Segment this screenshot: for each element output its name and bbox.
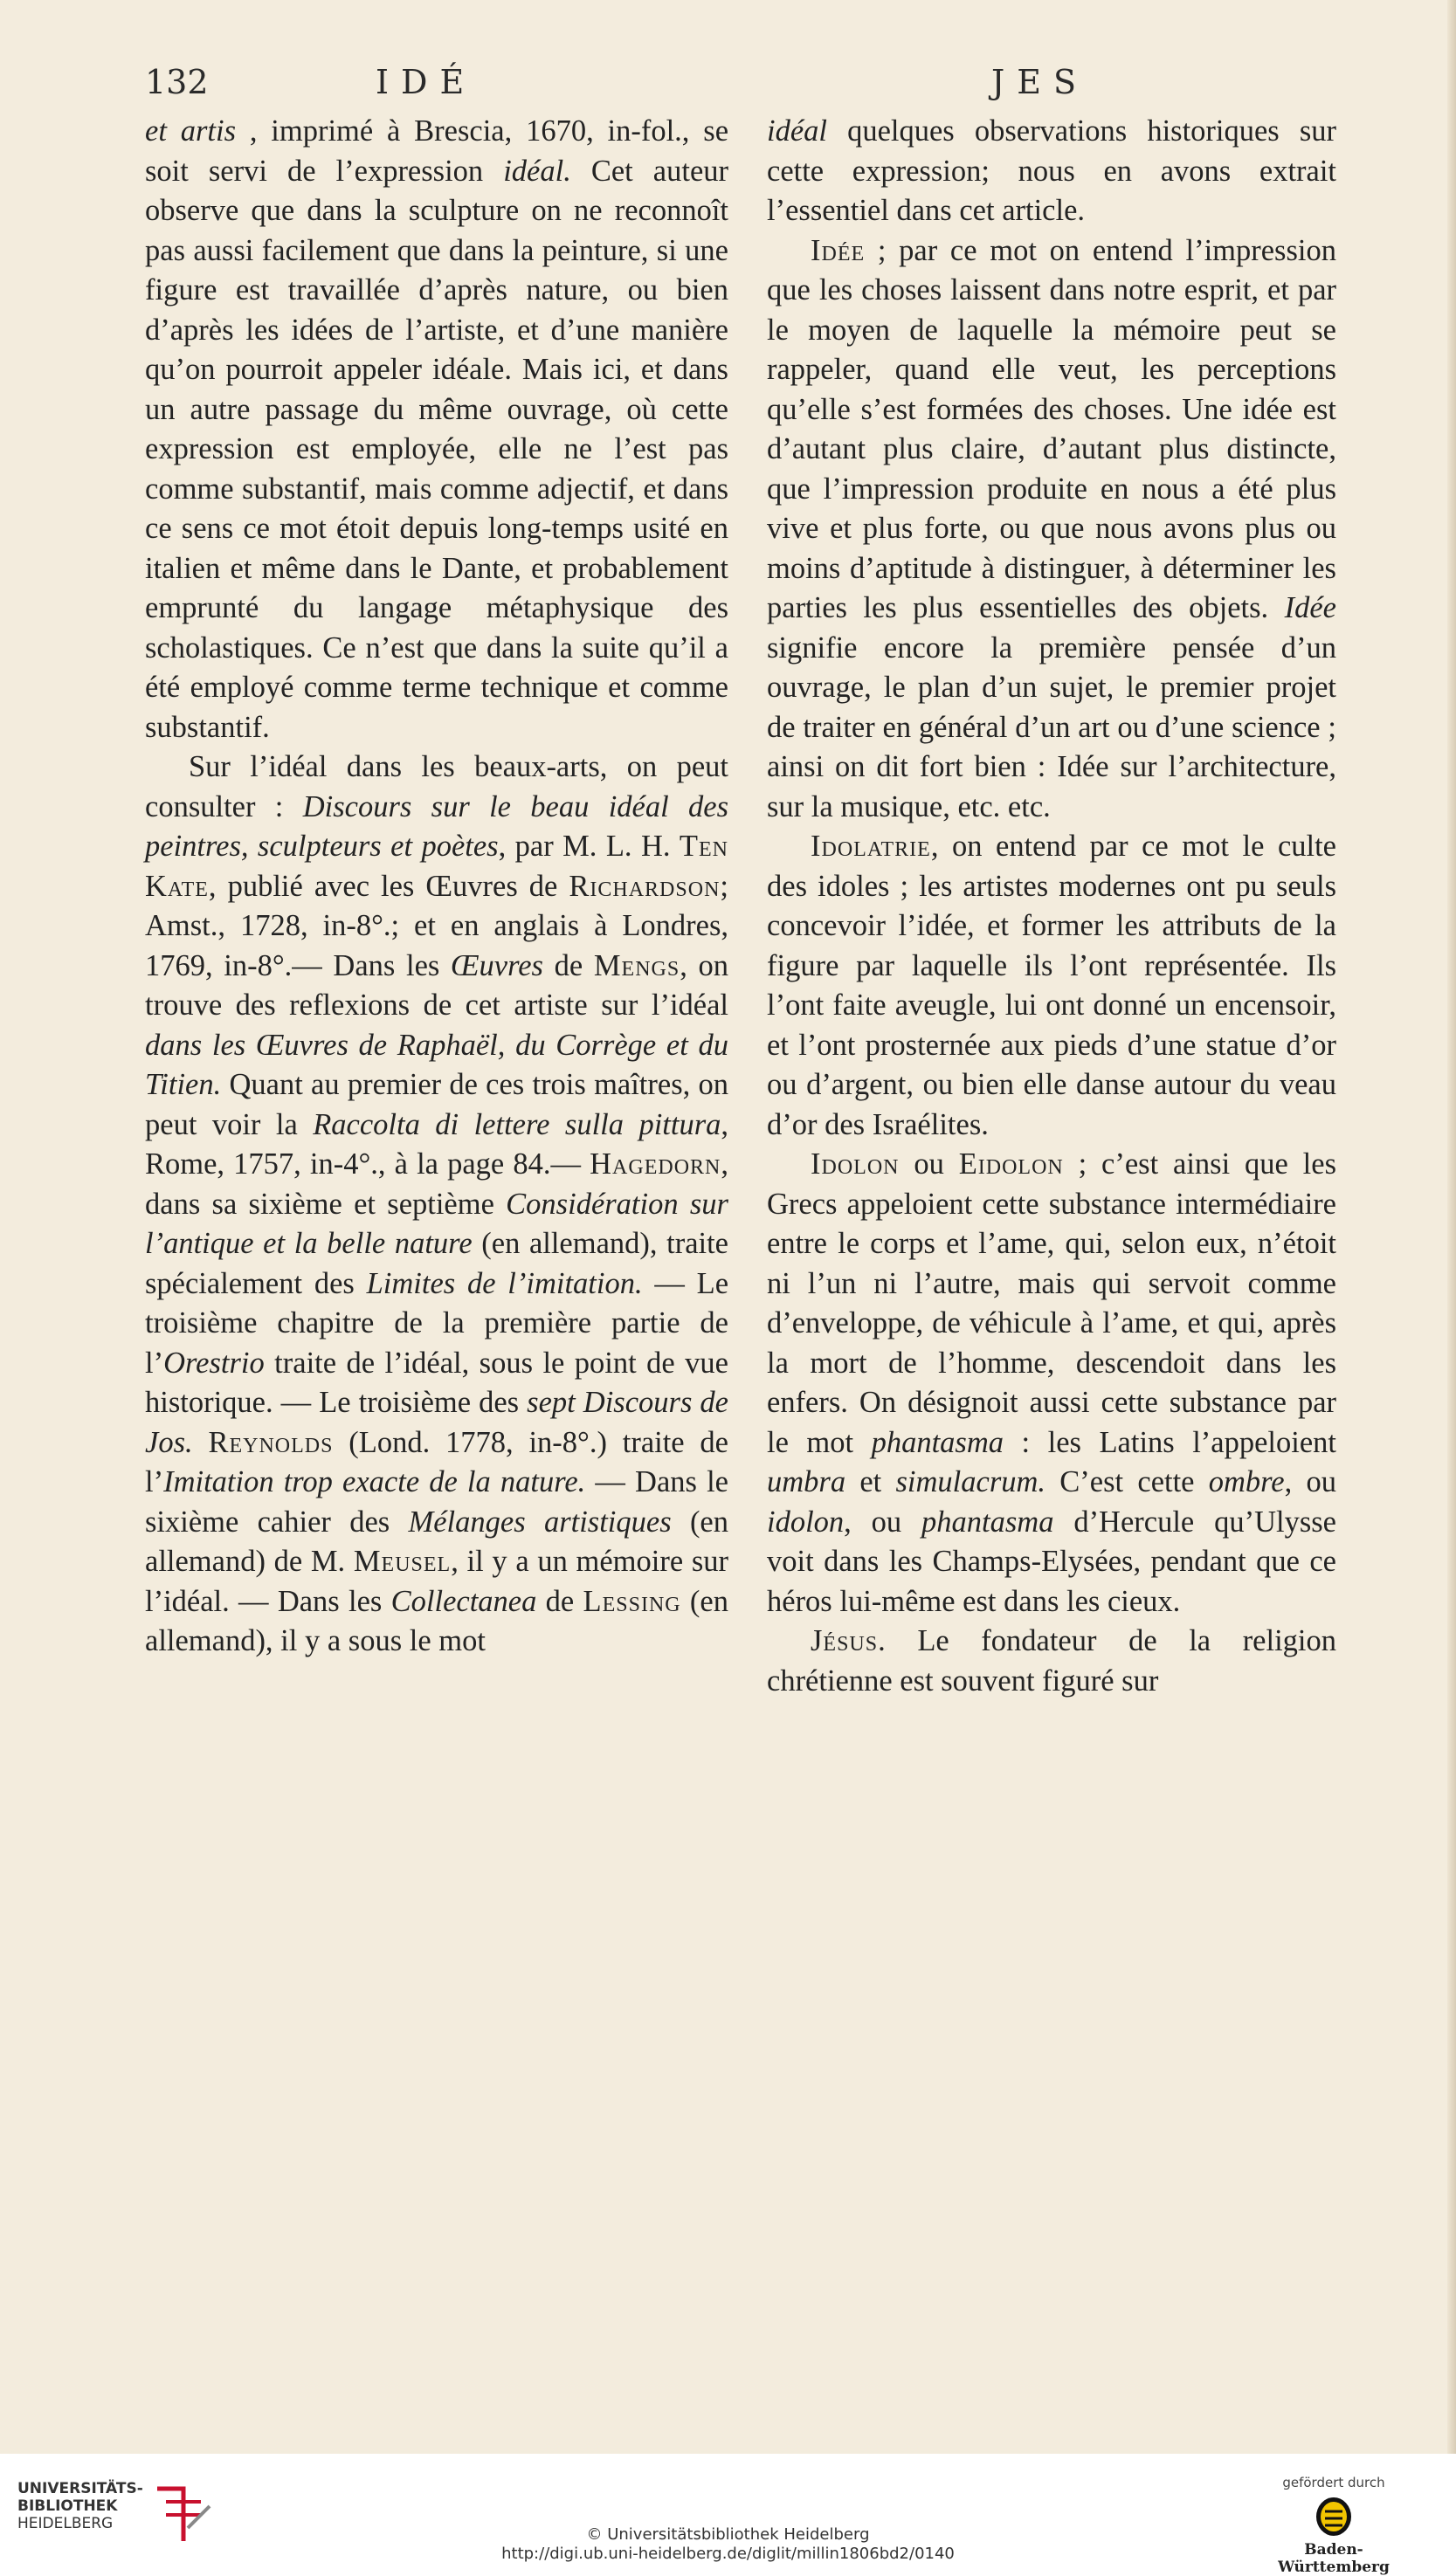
funder-name: Baden-Württemberg xyxy=(1278,2541,1390,2576)
italic-run: Idée xyxy=(1284,591,1336,624)
state-crest-icon xyxy=(1313,2496,1355,2538)
library-name-line-1: UNIVERSITÄTS- xyxy=(17,2480,143,2497)
italic-run: simulacrum. xyxy=(895,1465,1046,1498)
small-caps-name: Mengs xyxy=(593,948,680,982)
italic-run: idéal xyxy=(767,114,827,148)
text-run: quelques observations historiques sur cette expression; nous en avons extrait l’essentiel dans cet article. xyxy=(767,114,1336,227)
italic-run: sept Discours de Jos. xyxy=(145,1386,728,1459)
small-caps-name: Lessing xyxy=(583,1584,681,1618)
italic-run: umbra xyxy=(767,1465,846,1498)
text-run xyxy=(193,1426,209,1459)
text-run: (Lond. 1778, in-8°.) traite de l’ xyxy=(145,1425,728,1498)
left-text-column xyxy=(145,112,728,1662)
right-text-column xyxy=(767,112,1336,1701)
text-run: d’Hercule qu’Ulysse voit dans les Champs-Elysées, pendant que ce héros lui-même est dans les cieux. xyxy=(767,1505,1336,1618)
text-run: — Le troisième chapitre de la première partie de l’ xyxy=(145,1266,729,1380)
library-name-line-2: BIBLIOTHEK xyxy=(17,2497,118,2515)
small-caps-name: Idolatrie xyxy=(811,830,931,863)
text-run: C’est cette xyxy=(1045,1465,1209,1498)
small-caps-name: Jésus xyxy=(811,1624,879,1657)
paragraph xyxy=(145,112,728,747)
funded-by-label: gefördert durch xyxy=(1282,2475,1385,2490)
italic-run: Mélanges artistiques xyxy=(408,1505,672,1539)
italic-run: dans les Œuvres de Raphaël, du Corrège et du Titien. xyxy=(145,1028,728,1101)
text-run: , dans sa sixième et septième xyxy=(145,1147,728,1221)
italic-run: phantasma xyxy=(871,1425,1004,1459)
copyright-block xyxy=(0,2525,1456,2564)
text-run: (en allemand) de M. xyxy=(145,1505,728,1578)
text-run: Cet auteur observe que dans la sculpture on ne reconnoît pas aussi facilement que dans la peinture, si une figure est travaillée d’après nature, ou bien d’après les idées de l’artiste, et d’une manière qu’on pourroit appeler idéale. Mais ici, et dans un autre passage du même ouvrage, où cette expression est employée, elle ne l’est pas comme substantif, mais comme adjectif, et dans ce sens ce mot étoit depuis long-temps usité en italien et même dans le Dante, et probablement emprunté du langage métaphysique des scholastiques. Ce n’est que dans la suite qu’il a été employé comme terme technique et comme substantif. xyxy=(145,154,728,744)
small-caps-name: Idée xyxy=(811,233,866,267)
italic-run: Discours sur le beau idéal des peintres, sculpteurs et poètes xyxy=(145,789,728,863)
header-left-keyword: IDÉ xyxy=(376,63,477,101)
text-run: traite de l’idéal, sous le point de vue historique. — Le troisième des xyxy=(145,1346,728,1419)
text-run: — Dans le sixième cahier des xyxy=(145,1465,728,1539)
text-run: : les Latins l’appeloient xyxy=(1004,1425,1336,1459)
italic-run: idéal. xyxy=(503,154,571,188)
small-caps-name: Richardson xyxy=(569,869,721,903)
text-run: , Rome, 1757, in-4°., à la page 84.— xyxy=(145,1107,728,1181)
italic-run: Considération sur l’antique et la belle nature xyxy=(145,1187,728,1260)
small-caps-name: Hagedorn xyxy=(590,1147,721,1181)
funder-block xyxy=(1264,2475,1404,2576)
paragraph xyxy=(767,1145,1336,1622)
header-right-keyword: JES xyxy=(991,63,1089,101)
text-run: de xyxy=(536,1584,583,1618)
small-caps-name: Ten Kate xyxy=(145,830,728,903)
text-run: ou xyxy=(899,1147,959,1181)
italic-run: Orestrio xyxy=(163,1346,265,1380)
text-run: , par M. L. H. xyxy=(498,830,680,863)
italic-run: idolon xyxy=(767,1505,845,1539)
italic-run: et artis xyxy=(145,114,237,148)
page-number: 132 xyxy=(145,63,209,101)
italic-run: ombre xyxy=(1208,1465,1285,1498)
text-run: (en allemand), traite spécialement des xyxy=(145,1227,728,1300)
text-run: de xyxy=(542,948,594,982)
text-run: ; par ce mot on entend l’impression que les choses laissent dans notre esprit, et par le moyen de laquelle la mémoire peut se rappeler, quand elle veut, les perceptions qu’elle s’est formées des choses. Une idée est d’autant plus claire, d’autant plus distincte, que l’impression produite en nous a été plus vive et plus forte, ou que nous avons plus ou moins d’aptitude à distinguer, à déterminer les parties les plus essentielles des objets. xyxy=(767,233,1336,624)
italic-run: Raccolta di lettere sulla pittura xyxy=(313,1107,721,1141)
italic-run: phantasma xyxy=(921,1505,1054,1539)
paragraph xyxy=(767,827,1336,1145)
permalink-url[interactable]: http://digi.ub.uni-heidelberg.de/diglit/millin1806bd2/0140 xyxy=(501,2545,955,2563)
text-run: , il y a un mémoire sur l’idéal. — Dans les xyxy=(145,1545,728,1618)
digitization-footer xyxy=(0,2454,1456,2576)
text-run: Quant au premier de ces trois maîtres, on peut voir la xyxy=(145,1068,728,1141)
paragraph xyxy=(145,747,728,1662)
paragraph xyxy=(767,112,1336,231)
running-header xyxy=(0,63,1456,107)
text-run: ; c’est ainsi que les Grecs appeloient cette substance intermédiaire entre le corps et l’ame, qui, selon eux, n’étoit ni l’un ni l’autre, mais qui servoit comme d’enveloppe, de véhicule à l’ame, et qui, après la mort de l’homme, descendoit dans les enfers. On désignoit aussi cette substance par le mot xyxy=(767,1147,1336,1459)
text-run: (en allemand), il y a sous le mot xyxy=(145,1584,728,1657)
text-run: , on trouve des reflexions de cet artiste sur l’idéal xyxy=(145,948,728,1022)
library-name-line-3: HEIDELBERG xyxy=(17,2515,114,2532)
page-edge-shadow xyxy=(1447,0,1456,2454)
italic-run: Œuvres xyxy=(450,948,543,982)
italic-run: Imitation trop exacte de la nature. xyxy=(163,1465,586,1498)
text-run: signifie encore la première pensée d’un ouvrage, le plan d’un sujet, le premier projet de traiter en général d’un art ou d’une science ; ainsi on dit fort bien : Idée sur l’architecture, sur la musique, etc. etc. xyxy=(767,630,1336,823)
text-run: , ou xyxy=(844,1505,922,1539)
italic-run: Collectanea xyxy=(390,1584,537,1618)
paragraph xyxy=(767,231,1336,828)
copyright-text: © Universitätsbibliothek Heidelberg xyxy=(586,2525,870,2544)
paragraph xyxy=(767,1622,1336,1701)
text-run: , on entend par ce mot le culte des idoles ; les artistes modernes ont pu seuls concevoir l’idée, et former les attributs de la figure par laquelle ils l’ont représentée. Ils l’ont faite aveugle, lui ont donné un encensoir, et l’ont prosternée aux pieds d’une statue d’or ou d’argent, ou bien elle danse autour du veau d’or des Israélites. xyxy=(767,830,1336,1141)
text-run: Sur l’idéal dans les beaux-arts, on peut consulter : xyxy=(145,750,728,823)
small-caps-name: Eidolon xyxy=(958,1147,1064,1181)
small-caps-name: Idolon xyxy=(811,1147,900,1181)
text-run: , ou xyxy=(1284,1465,1337,1498)
text-run: et xyxy=(845,1465,896,1498)
text-run: , imprimé à Brescia, 1670, in-fol., se soit servi de l’expression xyxy=(145,114,729,188)
text-run: ; Amst., 1728, in-8°.; et en anglais à Londres, 1769, in-8°.— Dans les xyxy=(145,869,728,982)
text-run: . Le fondateur de la religion chrétienne est souvent figuré sur xyxy=(767,1624,1336,1698)
small-caps-name: Reynolds xyxy=(208,1425,334,1459)
text-run: , publié avec les Œuvres de xyxy=(208,869,569,903)
italic-run: Limites de l’imitation. xyxy=(366,1266,643,1300)
small-caps-name: Meusel xyxy=(353,1545,452,1578)
